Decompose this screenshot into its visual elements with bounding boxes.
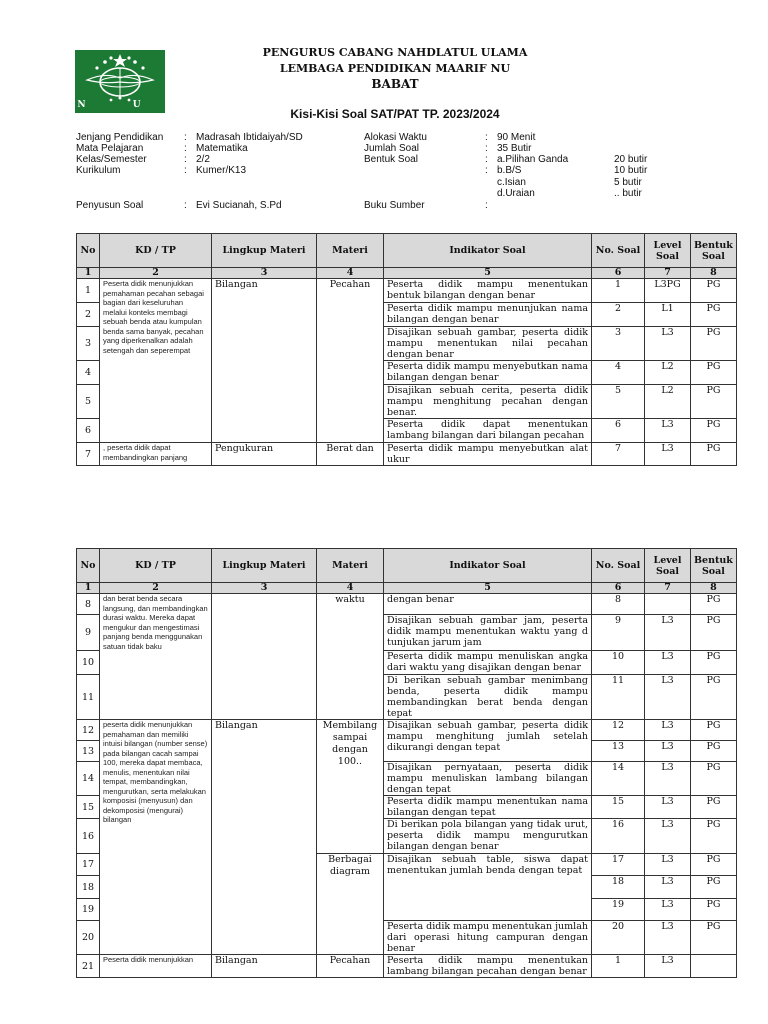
indikator-cell: Disajikan sebuah gambar jam, peserta didik mampu menentukan waktu yang d tunjukan jarum jam: [384, 615, 592, 651]
level-cell: L3: [645, 796, 691, 819]
indikator-cell: Peserta didik mampu menentukan bentuk bilangan dengan benar: [384, 279, 592, 303]
col-header: No. Soal: [592, 549, 645, 583]
col-header: Indikator Soal: [384, 234, 592, 268]
level-cell: L3: [645, 443, 691, 466]
level-cell: L2: [645, 385, 691, 419]
no-soal-cell: 4: [592, 361, 645, 385]
no-soal-cell: 1: [592, 955, 645, 978]
indikator-cell: Peserta didik mampu menuliskan angka dari waktu yang disajikan dengan benar: [384, 651, 592, 675]
no-soal-cell: 8: [592, 594, 645, 615]
meta-colon: :: [184, 132, 187, 143]
meta-value: Matematika: [196, 143, 248, 154]
meta-value: 90 Menit: [497, 132, 536, 143]
indikator-cell: Disajikan sebuah gambar, peserta didik mampu menentukan nilai pecahan dengan benar: [384, 327, 592, 361]
meta-colon: :: [485, 132, 488, 143]
indikator-cell: Di berikan sebuah gambar menimbang benda, peserta didik mampu membandingkan berat benda dengan tepat: [384, 675, 592, 720]
col-number: 6: [592, 268, 645, 279]
bentuk-cell: PG: [691, 443, 737, 466]
level-cell: L3: [645, 876, 691, 899]
kd-tp-cell: peserta didik menunjukkan pemahaman dan memiliki intuisi bilangan (number sense) pada bilangan cacah sampai 100, mereka dapat membaca, menulis, menentukan nilai tempat, membandingkan, mengurutkan, serta melakukan komposisi (menyusun) dan dekomposisi (mengurai) bilangan: [100, 720, 212, 955]
bentuk-count: 10 butir: [614, 165, 648, 176]
bentuk-cell: PG: [691, 720, 737, 741]
indikator-cell: Disajikan sebuah table, siswa dapat menentukan jumlah benda dengan tepat: [384, 854, 592, 921]
indikator-cell: Peserta didik mampu menunjukan nama bilangan dengan benar: [384, 303, 592, 327]
col-header: No: [77, 234, 100, 268]
materi-cell: Berbagai diagram: [317, 854, 384, 955]
bentuk-cell: PG: [691, 419, 737, 443]
bentuk-cell: PG: [691, 303, 737, 327]
no-soal-cell: 14: [592, 762, 645, 796]
meta-colon: :: [485, 200, 488, 211]
bentuk-cell: PG: [691, 854, 737, 876]
meta-label: Kurikulum: [76, 165, 121, 176]
row-no: 2: [77, 303, 100, 327]
kd-tp-cell: Peserta didik menunjukkan pemahaman pecahan sebagai bagian dari keseluruhan melalui konteks membagi sebuah benda atau kumpulan benda sama banyak, pecahan yang diperkenalkan adalah setengah dan seperempat: [100, 279, 212, 443]
col-number: 3: [212, 268, 317, 279]
meta-colon: :: [485, 154, 488, 165]
row-no: 11: [77, 675, 100, 720]
lingkup-materi-cell: Bilangan: [212, 955, 317, 978]
row-no: 20: [77, 921, 100, 955]
meta-label: Buku Sumber: [364, 200, 425, 211]
no-soal-cell: 15: [592, 796, 645, 819]
col-number: 2: [100, 583, 212, 594]
lingkup-materi-cell: [212, 594, 317, 720]
no-soal-cell: 13: [592, 741, 645, 762]
indikator-cell: Peserta didik dapat menentukan lambang bilangan dari bilangan pecahan: [384, 419, 592, 443]
col-header: Materi: [317, 234, 384, 268]
no-soal-cell: 6: [592, 419, 645, 443]
lingkup-materi-cell: Bilangan: [212, 279, 317, 443]
no-soal-cell: 7: [592, 443, 645, 466]
no-soal-cell: 5: [592, 385, 645, 419]
bentuk-cell: PG: [691, 279, 737, 303]
no-soal-cell: 16: [592, 819, 645, 854]
kisi-table-1: [76, 233, 737, 466]
bentuk-cell: PG: [691, 615, 737, 651]
meta-label: Jumlah Soal: [364, 143, 420, 154]
row-no: 16: [77, 819, 100, 854]
bentuk-count: .. butir: [614, 188, 642, 199]
row-no: 19: [77, 899, 100, 921]
row-no: 5: [77, 385, 100, 419]
meta-label: Alokasi Waktu: [364, 132, 427, 143]
bentuk-cell: PG: [691, 361, 737, 385]
bentuk-count: 5 butir: [614, 177, 642, 188]
meta-colon: :: [485, 165, 488, 176]
no-soal-cell: 1: [592, 279, 645, 303]
no-soal-cell: 20: [592, 921, 645, 955]
level-cell: L1: [645, 303, 691, 327]
level-cell: L3: [645, 651, 691, 675]
kd-tp-cell: , peserta didik dapat membandingkan panjang: [100, 443, 212, 466]
meta-label: Mata Pelajaran: [76, 143, 144, 154]
row-no: 6: [77, 419, 100, 443]
kd-tp-cell: dan berat benda secara langsung, dan membandingkan durasi waktu. Mereka dapat mengukur dan mengestimasi panjang benda menggunakan satuan tidak baku: [100, 594, 212, 720]
indikator-cell: Peserta didik mampu menentukan nama bilangan dengan tepat: [384, 796, 592, 819]
row-no: 18: [77, 876, 100, 899]
lingkup-materi-cell: Bilangan: [212, 720, 317, 955]
org-line-2: LEMBAGA PENDIDIKAN MAARIF NU: [279, 62, 511, 75]
bentuk-cell: PG: [691, 819, 737, 854]
no-soal-cell: 12: [592, 720, 645, 741]
level-cell: L3: [645, 675, 691, 720]
bentuk-type: a.Pilihan Ganda: [497, 154, 569, 165]
col-number: 5: [384, 268, 592, 279]
bentuk-cell: PG: [691, 385, 737, 419]
row-no: 15: [77, 796, 100, 819]
row-no: 12: [77, 720, 100, 741]
col-number: 8: [691, 583, 737, 594]
col-number: 8: [691, 268, 737, 279]
row-no: 14: [77, 762, 100, 796]
bentuk-cell: PG: [691, 796, 737, 819]
no-soal-cell: 11: [592, 675, 645, 720]
col-header: KD / TP: [100, 549, 212, 583]
meta-label: Penyusun Soal: [76, 200, 144, 211]
bentuk-cell: PG: [691, 741, 737, 762]
bentuk-cell: PG: [691, 327, 737, 361]
col-header: Bentuk Soal: [691, 549, 737, 583]
lingkup-materi-cell: Pengukuran: [212, 443, 317, 466]
org-line-3: BABAT: [371, 77, 419, 91]
materi-cell: Pecahan: [317, 279, 384, 443]
meta-value: Madrasah Ibtidaiyah/SD: [196, 132, 303, 143]
col-number: 4: [317, 268, 384, 279]
bentuk-cell: PG: [691, 675, 737, 720]
level-cell: L3: [645, 921, 691, 955]
meta-value: 35 Butir: [497, 143, 532, 154]
col-number: 4: [317, 583, 384, 594]
meta-value: Kumer/K13: [196, 165, 247, 176]
level-cell: L3: [645, 741, 691, 762]
page-title: Kisi-Kisi Soal SAT/PAT TP. 2023/2024: [290, 107, 500, 121]
bentuk-cell: PG: [691, 876, 737, 899]
materi-cell: Berat dan: [317, 443, 384, 466]
no-soal-cell: 3: [592, 327, 645, 361]
row-no: 4: [77, 361, 100, 385]
meta-label: Kelas/Semester: [76, 154, 147, 165]
nu-logo: [75, 50, 165, 113]
bentuk-cell: PG: [691, 921, 737, 955]
materi-cell: Pecahan: [317, 955, 384, 978]
materi-cell: waktu: [317, 594, 384, 720]
level-cell: L3: [645, 419, 691, 443]
indikator-cell: Disajikan pernyataan, peserta didik mampu menuliskan lambang bilangan dengan tepat: [384, 762, 592, 796]
row-no: 7: [77, 443, 100, 466]
level-cell: [645, 594, 691, 615]
bentuk-type: c.Isian: [497, 177, 526, 188]
bentuk-cell: PG: [691, 651, 737, 675]
col-header: Indikator Soal: [384, 549, 592, 583]
row-no: 1: [77, 279, 100, 303]
indikator-cell: dengan benar: [384, 594, 592, 615]
col-number: 6: [592, 583, 645, 594]
row-no: 17: [77, 854, 100, 876]
bentuk-cell: PG: [691, 899, 737, 921]
col-number: 7: [645, 583, 691, 594]
col-number: 3: [212, 583, 317, 594]
level-cell: L3PG: [645, 279, 691, 303]
indikator-cell: Peserta didik mampu menyebutkan alat ukur: [384, 443, 592, 466]
meta-colon: :: [184, 154, 187, 165]
indikator-cell: Peserta didik mampu menentukan jumlah dari operasi hitung campuran dengan benar: [384, 921, 592, 955]
bentuk-count: 20 butir: [614, 154, 648, 165]
no-soal-cell: 2: [592, 303, 645, 327]
bentuk-cell: PG: [691, 762, 737, 796]
level-cell: L3: [645, 615, 691, 651]
bentuk-type: b.B/S: [497, 165, 522, 176]
level-cell: L3: [645, 899, 691, 921]
row-no: 13: [77, 741, 100, 762]
col-number: 1: [77, 583, 100, 594]
materi-cell: Membilang sampai dengan 100..: [317, 720, 384, 854]
kisi-table-2: [76, 548, 737, 978]
meta-colon: :: [184, 165, 187, 176]
row-no: 8: [77, 594, 100, 615]
level-cell: L2: [645, 361, 691, 385]
bentuk-cell: PG: [691, 594, 737, 615]
indikator-cell: Di berikan pola bilangan yang tidak urut, peserta didik mampu mengurutkan bilangan dengan benar: [384, 819, 592, 854]
col-header: KD / TP: [100, 234, 212, 268]
level-cell: L3: [645, 955, 691, 978]
indikator-cell: Disajikan sebuah gambar, peserta didik mampu menghitung jumlah setelah dikurangi dengan tepat: [384, 720, 592, 762]
logo-letters: N U: [77, 100, 163, 110]
meta-value: 2/2: [196, 154, 210, 165]
level-cell: L3: [645, 720, 691, 741]
level-cell: L3: [645, 819, 691, 854]
meta-label: Jenjang Pendidikan: [76, 132, 164, 143]
no-soal-cell: 19: [592, 899, 645, 921]
no-soal-cell: 9: [592, 615, 645, 651]
meta-value: Evi Sucianah, S.Pd: [196, 200, 282, 211]
col-header: Level Soal: [645, 234, 691, 268]
col-header: No: [77, 549, 100, 583]
col-header: Lingkup Materi: [212, 234, 317, 268]
row-no: 10: [77, 651, 100, 675]
row-no: 3: [77, 327, 100, 361]
bentuk-type: d.Uraian: [497, 188, 535, 199]
col-number: 7: [645, 268, 691, 279]
meta-colon: :: [184, 143, 187, 154]
col-number: 2: [100, 268, 212, 279]
col-header: No. Soal: [592, 234, 645, 268]
level-cell: L3: [645, 327, 691, 361]
no-soal-cell: 17: [592, 854, 645, 876]
kd-tp-cell: Peserta didik menunjukkan: [100, 955, 212, 978]
meta-label: Bentuk Soal: [364, 154, 418, 165]
indikator-cell: Peserta didik mampu menyebutkan nama bilangan dengan benar: [384, 361, 592, 385]
bentuk-cell: [691, 955, 737, 978]
org-line-1: PENGURUS CABANG NAHDLATUL ULAMA: [262, 46, 528, 59]
indikator-cell: Peserta didik mampu menentukan lambang bilangan pecahan dengan benar: [384, 955, 592, 978]
col-header: Bentuk Soal: [691, 234, 737, 268]
col-header: Materi: [317, 549, 384, 583]
no-soal-cell: 18: [592, 876, 645, 899]
no-soal-cell: 10: [592, 651, 645, 675]
level-cell: L3: [645, 762, 691, 796]
meta-colon: :: [184, 200, 187, 211]
col-number: 5: [384, 583, 592, 594]
indikator-cell: Disajikan sebuah cerita, peserta didik mampu menghitung pecahan dengan benar.: [384, 385, 592, 419]
row-no: 9: [77, 615, 100, 651]
row-no: 21: [77, 955, 100, 978]
meta-colon: :: [485, 143, 488, 154]
level-cell: L3: [645, 854, 691, 876]
col-number: 1: [77, 268, 100, 279]
col-header: Lingkup Materi: [212, 549, 317, 583]
col-header: Level Soal: [645, 549, 691, 583]
